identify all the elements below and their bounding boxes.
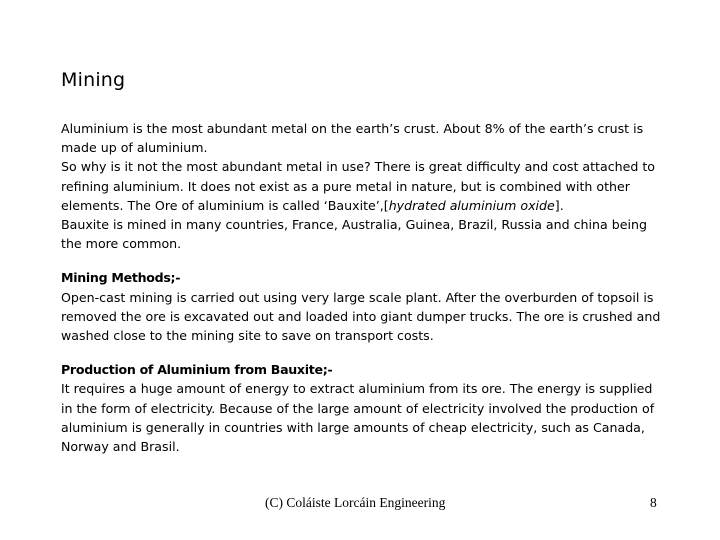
intro-paragraph-1: Aluminium is the most abundant metal on the earth’s crust. About 8% of the earth’s crust is made up of aluminium.	[61, 121, 644, 156]
production-heading: Production of Aluminium from Bauxite;-	[61, 362, 333, 378]
intro-paragraph-3: Bauxite is mined in many countries, France, Australia, Guinea, Brazil, Russia and china being the more common.	[61, 217, 647, 252]
hydrated-aluminium-oxide-text: hydrated aluminium oxide	[388, 197, 555, 213]
footer-credit: (C) Coláiste Lorcáin Engineering	[265, 495, 446, 510]
mining-methods-heading: Mining Methods;-	[61, 270, 181, 286]
slide-body	[61, 119, 666, 456]
intro-paragraph-2-text: So why is it not the most abundant metal in use? There is great difficulty and cost attached to refining aluminium. It does not exist as a pure metal in nature, but is combined with other elements. The Ore of aluminium is called ‘Bauxite’,[	[61, 159, 656, 213]
mining-methods-text: Open-cast mining is carried out using very large scale plant. After the overburden of topsoil is removed the ore is excavated out and loaded into giant dumper trucks. The ore is crushed and washed close to the mining site to save on transport costs.	[61, 289, 661, 344]
intro-paragraph-2-end: ].	[554, 197, 564, 213]
intro-paragraph-2	[61, 157, 666, 215]
production-text: It requires a huge amount of energy to extract aluminium from its ore. The energy is supplied in the form of electricity. Because of the large amount of electricity involved the production of aluminium is generally in countries with large amounts of cheap electricity, such as Canada, Norway and Brasil.	[61, 381, 655, 455]
page-number: 8	[650, 495, 657, 510]
slide-title: Mining	[61, 69, 126, 91]
